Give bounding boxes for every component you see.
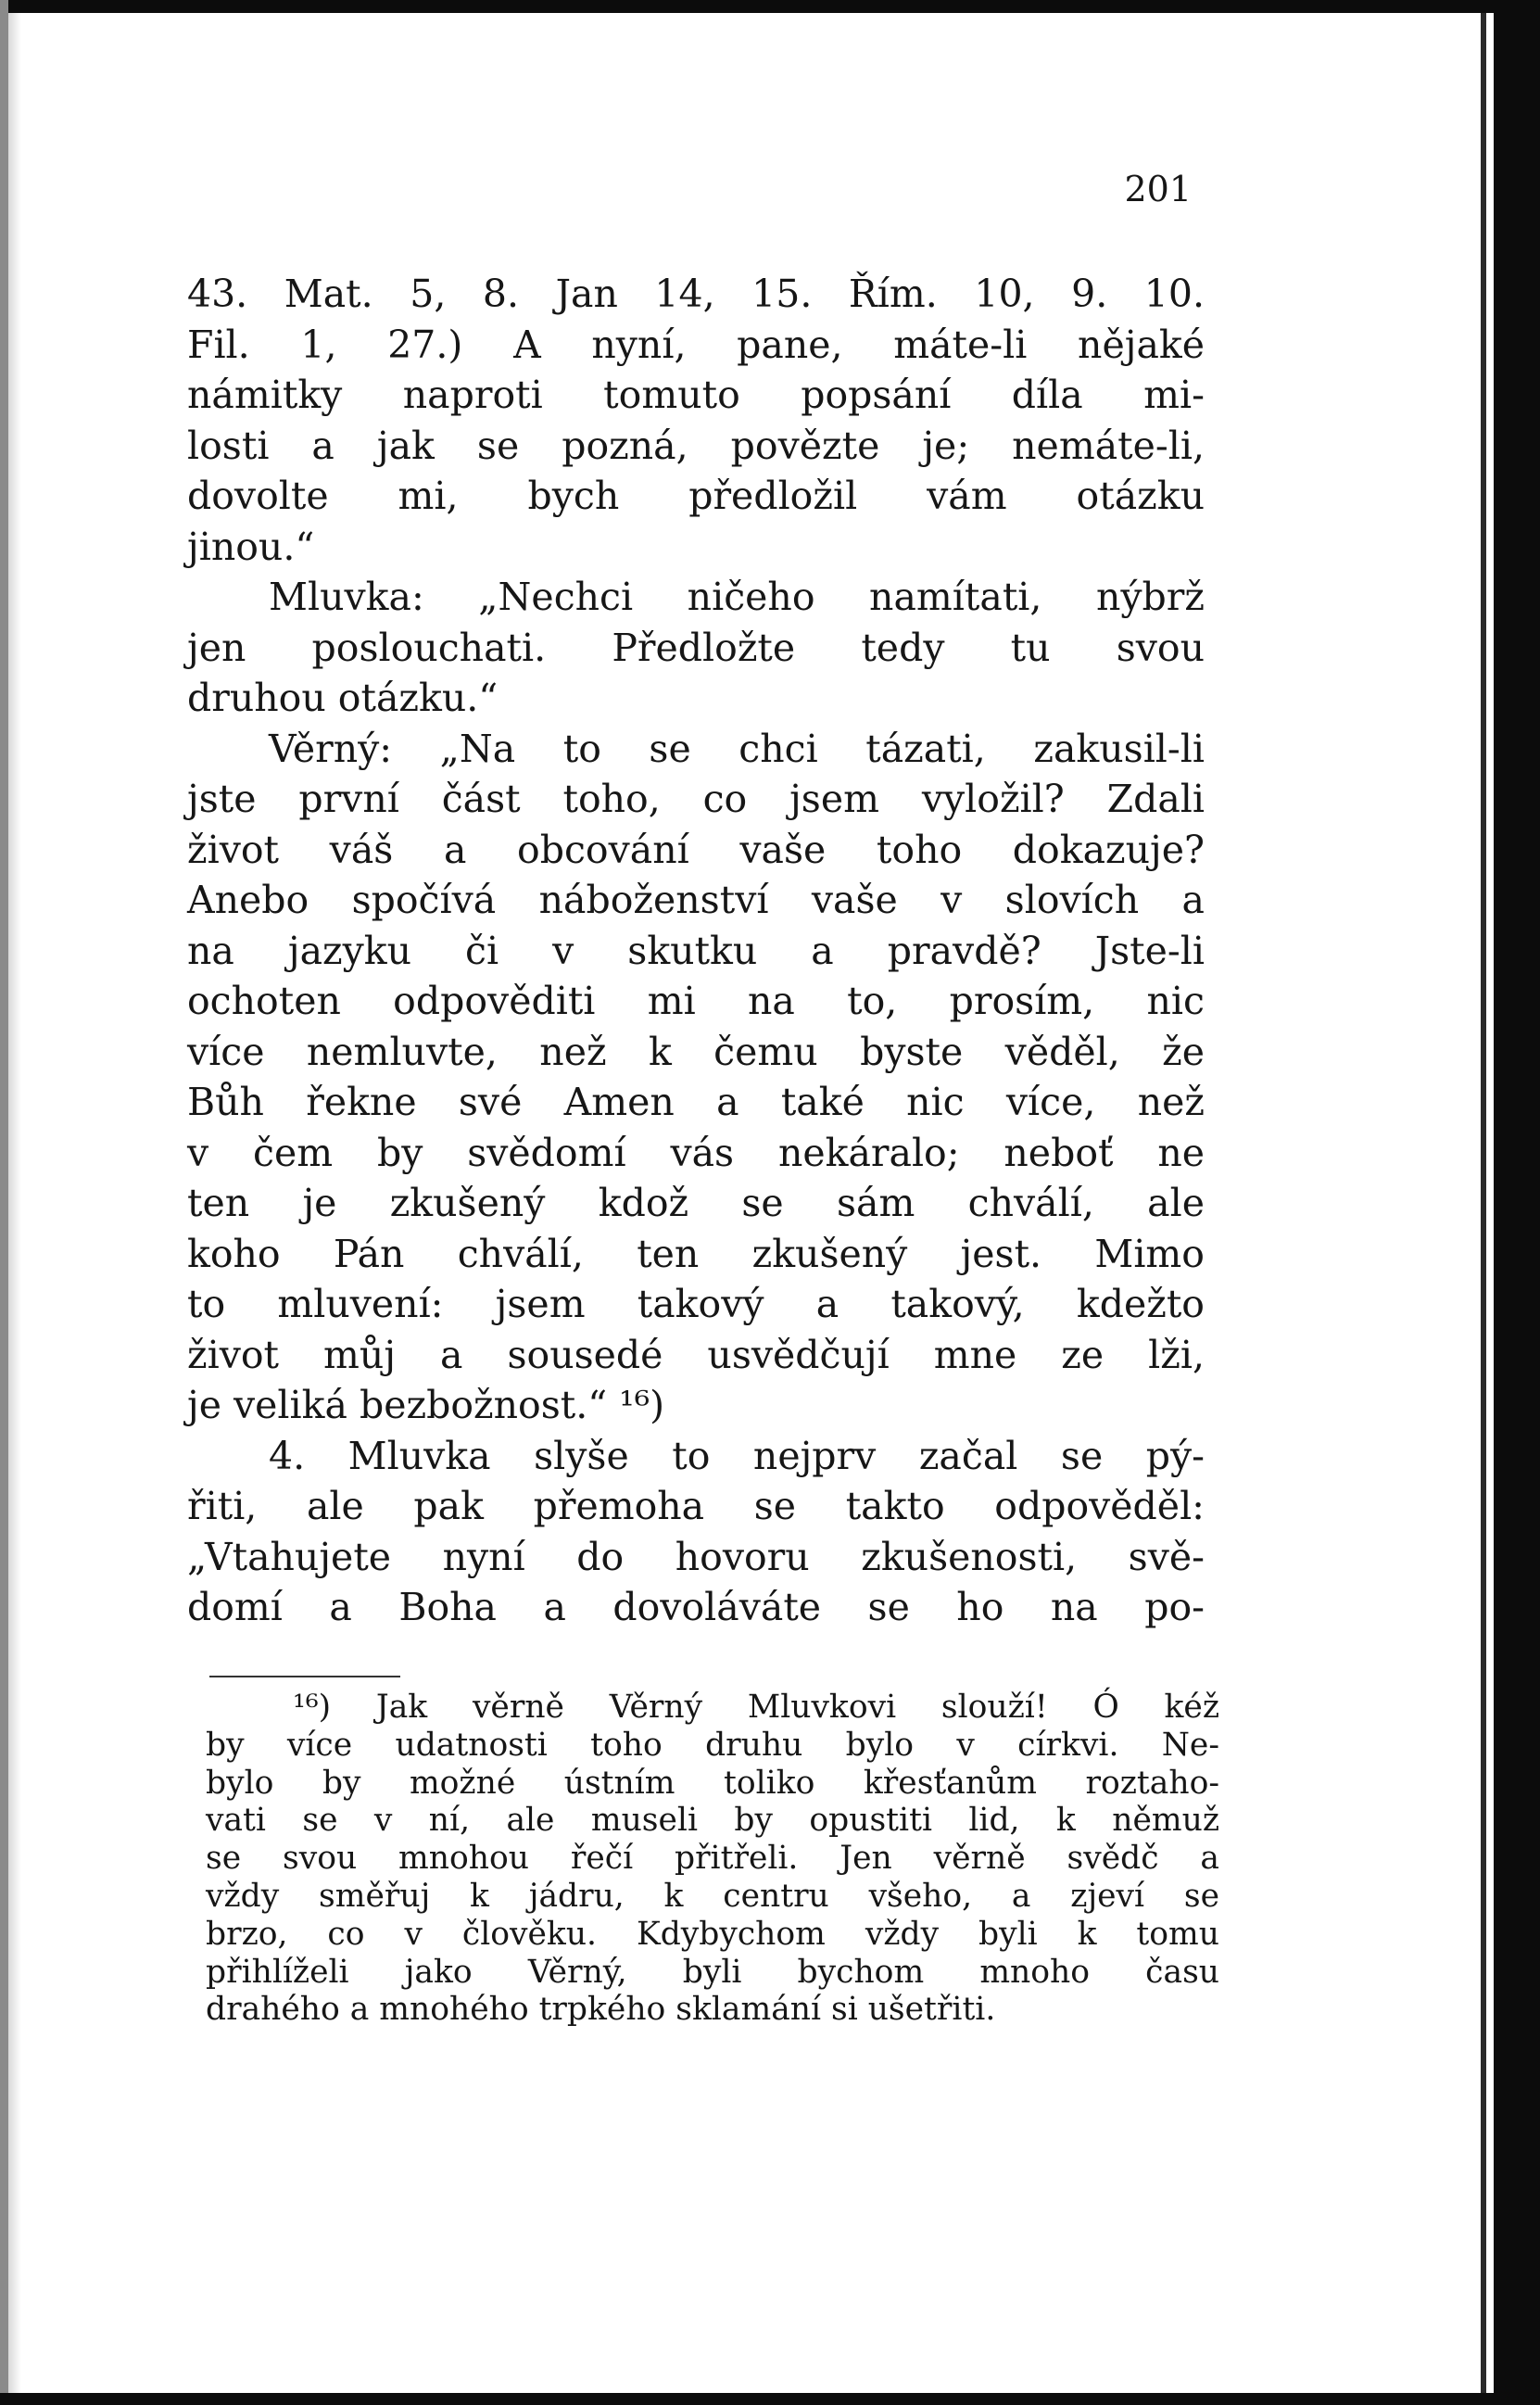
text-line: jste první část toho, co jsem vyložil? Zdali xyxy=(187,777,1205,821)
scan-border-left xyxy=(0,0,8,2405)
text-line: dovolte mi, bych předložil vám otázku xyxy=(187,474,1205,518)
footnote-line: bylo by možné ústním toliko křesťanům roztaho- xyxy=(206,1764,1219,1802)
scan-border-bottom xyxy=(0,2393,1540,2405)
text-line: v čem by svědomí vás nekáralo; neboť ne xyxy=(187,1130,1205,1175)
scan-border-top xyxy=(0,0,1540,13)
page-number: 201 xyxy=(1124,169,1192,209)
text-line: „Vtahujete nyní do hovoru zkušenosti, svě- xyxy=(187,1534,1205,1579)
text-line: Fil. 1, 27.) A nyní, pane, máte-li nějaké xyxy=(187,322,1205,367)
text-line: 43. Mat. 5, 8. Jan 14, 15. Řím. 10, 9. 10. xyxy=(187,272,1205,316)
page-gutter-shadow xyxy=(8,13,21,2393)
text-line: řiti, ale pak přemoha se takto odpověděl: xyxy=(187,1484,1205,1528)
footnote-line: se svou mnohou řečí přitřeli. Jen věrně svědč a xyxy=(206,1840,1219,1878)
text-line: život váš a obcování vaše toho dokazuje? xyxy=(187,827,1205,872)
text-line: jinou.“ xyxy=(187,524,315,569)
text-line: více nemluvte, než k čemu byste věděl, že xyxy=(187,1029,1205,1074)
text-line: Mluvka: „Nechci ničeho namítati, nýbrž xyxy=(269,575,1205,619)
text-line: domí a Boha a dovoláváte se ho na po- xyxy=(187,1585,1205,1629)
text-line: je veliká bezbožnost.“ ¹⁶) xyxy=(187,1383,665,1427)
footnote xyxy=(206,1689,1219,2029)
page-edge-right xyxy=(1481,13,1486,2393)
text-line: losti a jak se pozná, povězte je; nemáte-li, xyxy=(187,423,1205,468)
text-line: námitky naproti tomuto popsání díla mi- xyxy=(187,373,1205,417)
footnote-line: by více udatnosti toho druhu bylo v církvi. Ne- xyxy=(206,1726,1219,1764)
text-line: Anebo spočívá náboženství vaše v slovích a xyxy=(187,878,1205,922)
text-line: 4. Mluvka slyše to nejprv začal se pý- xyxy=(269,1433,1205,1478)
scan-border-right xyxy=(1494,0,1540,2405)
text-line: to mluvení: jsem takový a takový, kdežto xyxy=(187,1282,1205,1326)
footnote-line: vati se v ní, ale museli by opustiti lid, k němuž xyxy=(206,1802,1219,1840)
text-line: koho Pán chválí, ten zkušený jest. Mimo xyxy=(187,1231,1205,1276)
footnote-line: vždy směřuj k jádru, k centru všeho, a zjeví se xyxy=(206,1877,1219,1915)
footnote-line: přihlíželi jako Věrný, byli bychom mnoho času xyxy=(206,1953,1219,1991)
text-line: Věrný: „Na to se chci tázati, zakusil-li xyxy=(269,726,1205,771)
footnote-line: drahého a mnohého trpkého sklamání si ušetřiti. xyxy=(206,1991,996,2029)
text-line: Bůh řekne své Amen a také nic více, než xyxy=(187,1080,1205,1124)
text-line: na jazyku či v skutku a pravdě? Jste-li xyxy=(187,928,1205,973)
footnote-divider xyxy=(209,1676,400,1677)
text-line: ten je zkušený kdož se sám chválí, ale xyxy=(187,1181,1205,1225)
footnote-line: brzo, co v člověku. Kdybychom vždy byli k tomu xyxy=(206,1915,1219,1953)
text-line: jen poslouchati. Předložte tedy tu svou xyxy=(187,625,1205,670)
text-line: ochoten odpověditi mi na to, prosím, nic xyxy=(187,979,1205,1023)
footnote-line: ¹⁶) Jak věrně Věrný Mluvkovi slouží! Ó kéž xyxy=(293,1689,1219,1726)
text-line: druhou otázku.“ xyxy=(187,676,499,720)
text-line: život můj a sousedé usvědčují mne ze lži, xyxy=(187,1332,1205,1377)
body-text xyxy=(187,269,1205,1633)
